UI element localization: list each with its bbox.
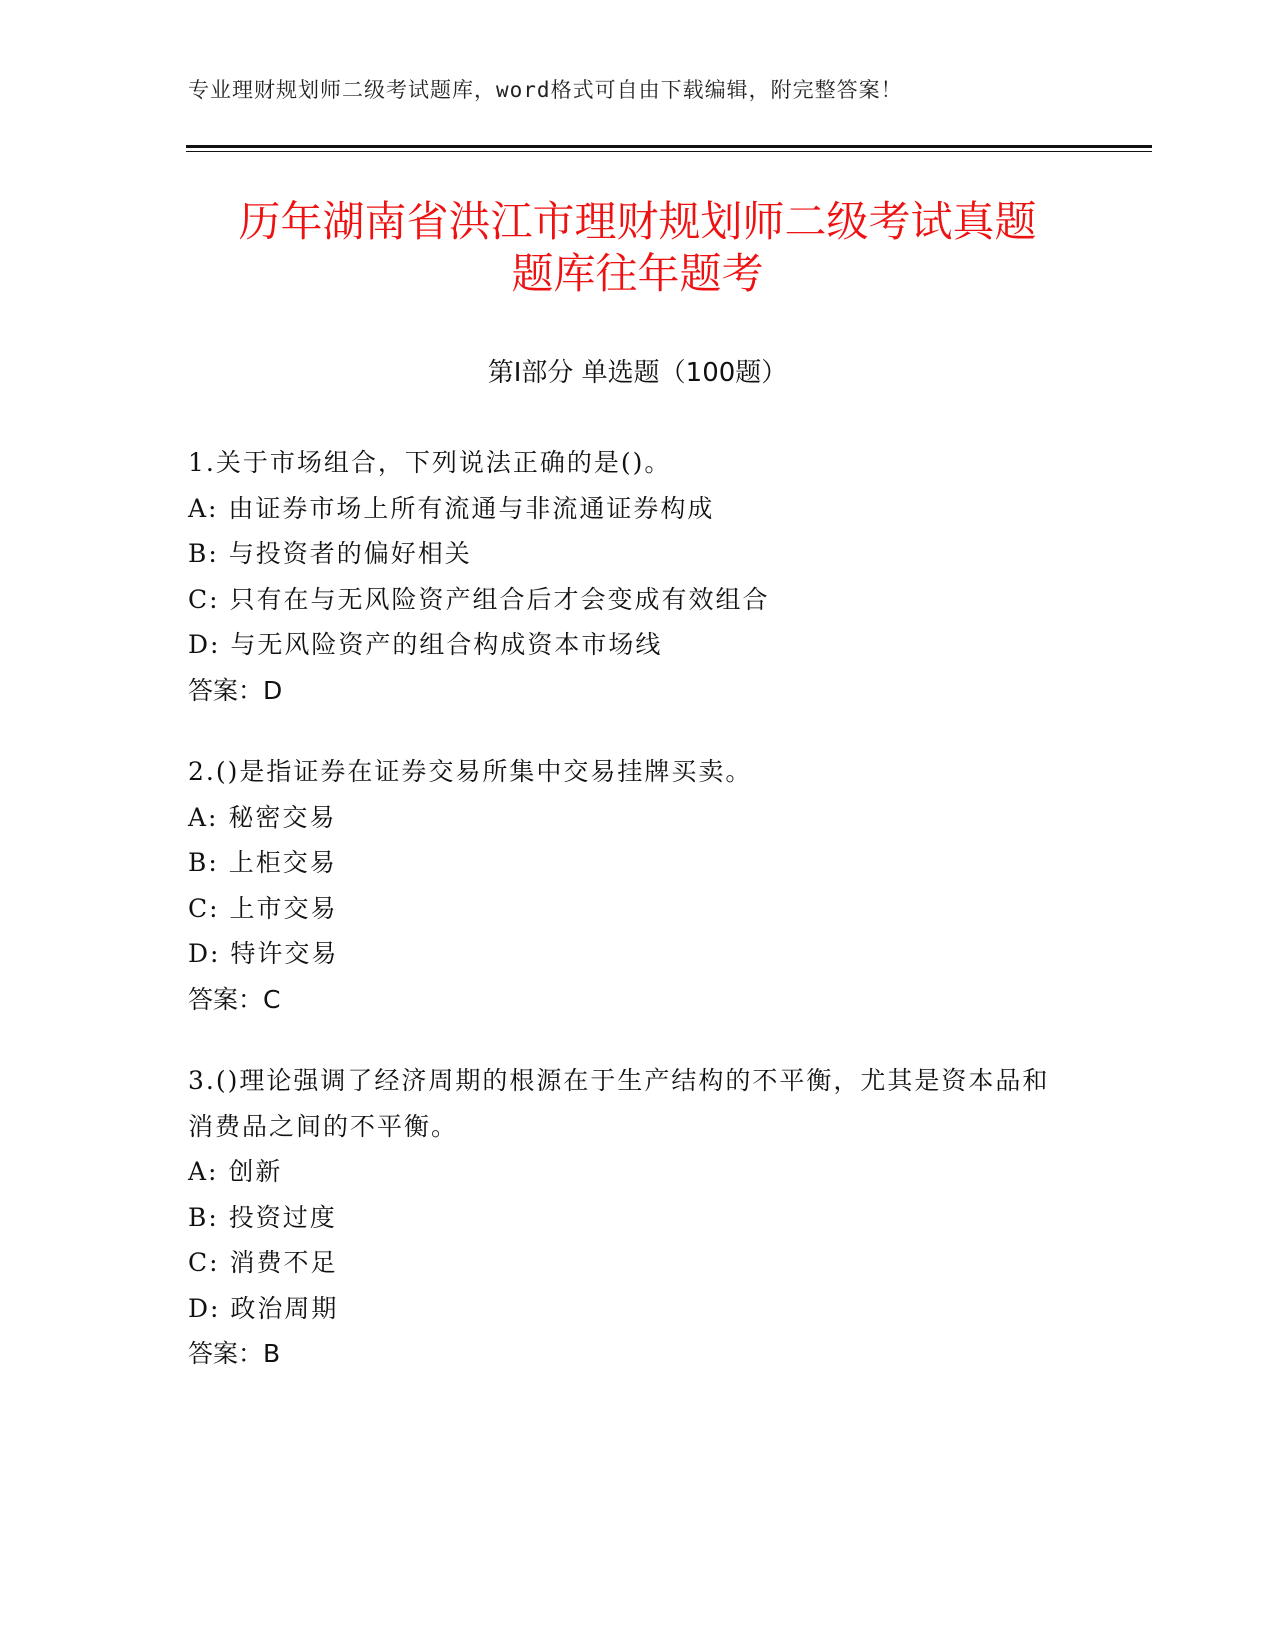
option-a: A: 由证券市场上所有流通与非流通证券构成	[188, 493, 715, 523]
answer: 答案：C	[188, 984, 281, 1014]
question-3	[188, 1058, 1088, 1377]
header-divider-thick	[186, 145, 1152, 148]
question-stem: 3.()理论强调了经济周期的根源在于生产结构的不平衡，尤其是资本品和消费品之间的不平衡。	[188, 1066, 1050, 1141]
option-d: D: 与无风险资产的组合构成资本市场线	[188, 630, 663, 659]
option-b: B: 与投资者的偏好相关	[188, 539, 472, 568]
answer: 答案：B	[188, 1339, 281, 1368]
question-1	[188, 440, 1088, 713]
section-title: 第Ⅰ部分 单选题（100题）	[487, 358, 788, 388]
option-a: A: 创新	[188, 1157, 283, 1186]
document-title	[150, 196, 1125, 300]
option-b: B: 投资过度	[188, 1202, 337, 1232]
option-c: C: 只有在与无风险资产组合后才会变成有效组合	[188, 584, 770, 614]
question-stem: 2.()是指证券在证券交易所集中交易挂牌买卖。	[188, 757, 753, 786]
option-a: A: 秘密交易	[188, 802, 337, 832]
option-d: D: 特许交易	[188, 939, 339, 968]
question-stem: 1.关于市场组合，下列说法正确的是()。	[188, 448, 672, 477]
document-title-line-1: 历年湖南省洪江市理财规划师二级考试真题	[238, 197, 1037, 246]
question-2	[188, 749, 1088, 1022]
answer: 答案：D	[188, 675, 283, 705]
option-b: B: 上柜交易	[188, 848, 337, 877]
option-c: C: 上市交易	[188, 893, 338, 923]
document-title-line-2: 题库往年题考	[511, 249, 764, 298]
header-note: 专业理财规划师二级考试题库，word格式可自由下载编辑，附完整答案！	[188, 78, 903, 102]
header-divider-thin	[186, 151, 1152, 152]
question-list	[188, 440, 1088, 1413]
option-c: C: 消费不足	[188, 1248, 338, 1277]
option-d: D: 政治周期	[188, 1293, 339, 1323]
